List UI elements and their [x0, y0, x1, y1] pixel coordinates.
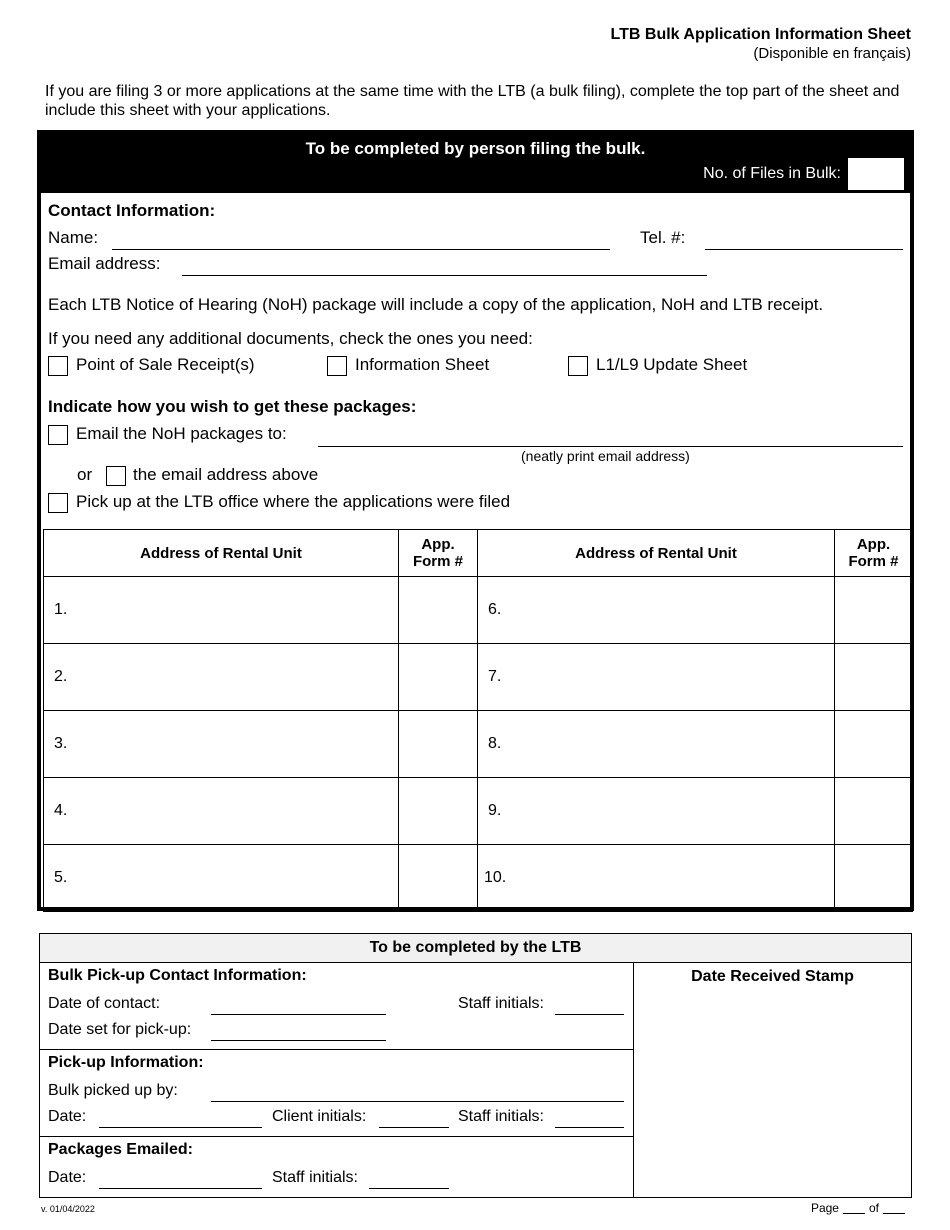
- table-row: [44, 711, 913, 778]
- table-row: [44, 845, 913, 912]
- filer-banner-title: To be completed by person filing the bulk.: [305, 139, 646, 158]
- page-number-field[interactable]: [843, 1213, 865, 1214]
- email-packages-field[interactable]: [318, 446, 903, 447]
- version-label: v. 01/04/2022: [41, 1204, 95, 1214]
- date-received-stamp-area: [633, 963, 911, 1197]
- emailed-date-field[interactable]: [99, 1188, 262, 1189]
- filer-banner: [41, 134, 910, 193]
- pickup-date-field[interactable]: [99, 1127, 262, 1128]
- contact-heading: Contact Information:: [48, 201, 216, 220]
- picked-up-by-label: Bulk picked up by:: [48, 1082, 178, 1099]
- staff-initials-label: Staff initials:: [458, 995, 544, 1012]
- email-packages-checkbox[interactable]: [48, 425, 68, 445]
- table-header-row: [44, 530, 913, 577]
- ltb-banner: To be completed by the LTB: [40, 934, 911, 963]
- document-subtitle: (Disponible en français): [753, 45, 911, 62]
- email-hint: (neatly print email address): [521, 448, 690, 464]
- address-cell[interactable]: 4.: [44, 778, 399, 845]
- table-row: [44, 778, 913, 845]
- emailed-date-label: Date:: [48, 1169, 87, 1186]
- form-cell[interactable]: [399, 845, 478, 912]
- additional-docs-prompt: If you need any additional documents, check the ones you need:: [48, 329, 533, 348]
- num-files-label: No. of Files in Bulk:: [703, 165, 841, 182]
- staff-initials-label: Staff initials:: [458, 1108, 544, 1125]
- document-title: LTB Bulk Application Information Sheet: [610, 26, 911, 43]
- pickup-info-heading: Pick-up Information:: [48, 1054, 204, 1071]
- information-sheet-label: Information Sheet: [355, 355, 490, 374]
- num-files-field[interactable]: [848, 158, 904, 190]
- date-set-pickup-field[interactable]: [211, 1040, 386, 1041]
- email-label: Email address:: [48, 254, 161, 273]
- staff-initials-label: Staff initials:: [272, 1169, 358, 1186]
- address-cell[interactable]: 10.: [478, 845, 835, 912]
- information-sheet-checkbox[interactable]: [327, 356, 347, 376]
- form-cell[interactable]: [399, 778, 478, 845]
- point-of-sale-checkbox[interactable]: [48, 356, 68, 376]
- filer-section: [37, 130, 914, 911]
- name-label: Name:: [48, 228, 99, 247]
- address-cell[interactable]: 8.: [478, 711, 835, 778]
- l1-l9-update-label: L1/L9 Update Sheet: [596, 355, 748, 374]
- address-column-header: Address of Rental Unit: [44, 530, 399, 577]
- table-row: [44, 644, 913, 711]
- date-set-pickup-label: Date set for pick-up:: [48, 1021, 192, 1038]
- form-cell[interactable]: [835, 644, 913, 711]
- page-label: Page: [810, 1201, 839, 1215]
- of-label: of: [868, 1201, 879, 1215]
- client-initials-label: Client initials:: [272, 1108, 367, 1125]
- tel-label: Tel. #:: [640, 228, 686, 247]
- address-cell[interactable]: 2.: [44, 644, 399, 711]
- form-cell[interactable]: [835, 711, 913, 778]
- tel-field[interactable]: [705, 249, 903, 250]
- section-divider: [40, 1049, 633, 1050]
- or-label: or: [77, 465, 93, 484]
- rental-unit-table: [43, 529, 913, 912]
- name-field[interactable]: [112, 249, 610, 250]
- email-above-checkbox[interactable]: [106, 466, 126, 486]
- ltb-section: [39, 933, 912, 1198]
- form-cell[interactable]: [835, 577, 913, 644]
- intro-text: If you are filing 3 or more applications at the same time with the LTB (a bulk filing), complete the top part of the sheet and include this sheet with your applications.: [45, 83, 900, 119]
- form-cell[interactable]: [399, 644, 478, 711]
- pickup-contact-heading: Bulk Pick-up Contact Information:: [48, 967, 307, 984]
- table-row: [44, 577, 913, 644]
- form-cell[interactable]: [399, 577, 478, 644]
- client-initials-field[interactable]: [379, 1127, 449, 1128]
- noh-note: Each LTB Notice of Hearing (NoH) package will include a copy of the application, NoH and LTB receipt.: [48, 295, 824, 314]
- section-divider: [40, 1136, 633, 1137]
- staff-initials-field[interactable]: [555, 1014, 624, 1015]
- date-of-contact-label: Date of contact:: [48, 995, 161, 1012]
- pickup-label: Pick up at the LTB office where the applications were filed: [76, 492, 511, 511]
- address-column-header: Address of Rental Unit: [478, 530, 835, 577]
- delivery-heading: Indicate how you wish to get these packages:: [48, 397, 417, 416]
- pickup-checkbox[interactable]: [48, 493, 68, 513]
- address-cell[interactable]: 9.: [478, 778, 835, 845]
- document-header: [611, 26, 911, 62]
- address-cell[interactable]: 7.: [478, 644, 835, 711]
- address-cell[interactable]: 1.: [44, 577, 399, 644]
- email-field[interactable]: [182, 275, 707, 276]
- form-cell[interactable]: [399, 711, 478, 778]
- packages-emailed-heading: Packages Emailed:: [48, 1141, 193, 1158]
- form-column-header: App. Form #: [399, 530, 478, 577]
- date-of-contact-field[interactable]: [211, 1014, 386, 1015]
- pickup-date-label: Date:: [48, 1108, 87, 1125]
- form-column-header: App. Form #: [835, 530, 913, 577]
- form-cell[interactable]: [835, 778, 913, 845]
- email-packages-label: Email the NoH packages to:: [76, 424, 287, 443]
- email-above-label: the email address above: [133, 465, 319, 484]
- page-number: [811, 1201, 909, 1215]
- form-cell[interactable]: [835, 845, 913, 912]
- staff-initials-field[interactable]: [369, 1188, 449, 1189]
- address-cell[interactable]: 5.: [44, 845, 399, 912]
- stamp-heading: Date Received Stamp: [691, 968, 854, 985]
- point-of-sale-label: Point of Sale Receipt(s): [76, 355, 255, 374]
- l1-l9-update-checkbox[interactable]: [568, 356, 588, 376]
- page-total-field[interactable]: [883, 1213, 905, 1214]
- picked-up-by-field[interactable]: [211, 1101, 624, 1102]
- staff-initials-field[interactable]: [555, 1127, 624, 1128]
- address-cell[interactable]: 6.: [478, 577, 835, 644]
- address-cell[interactable]: 3.: [44, 711, 399, 778]
